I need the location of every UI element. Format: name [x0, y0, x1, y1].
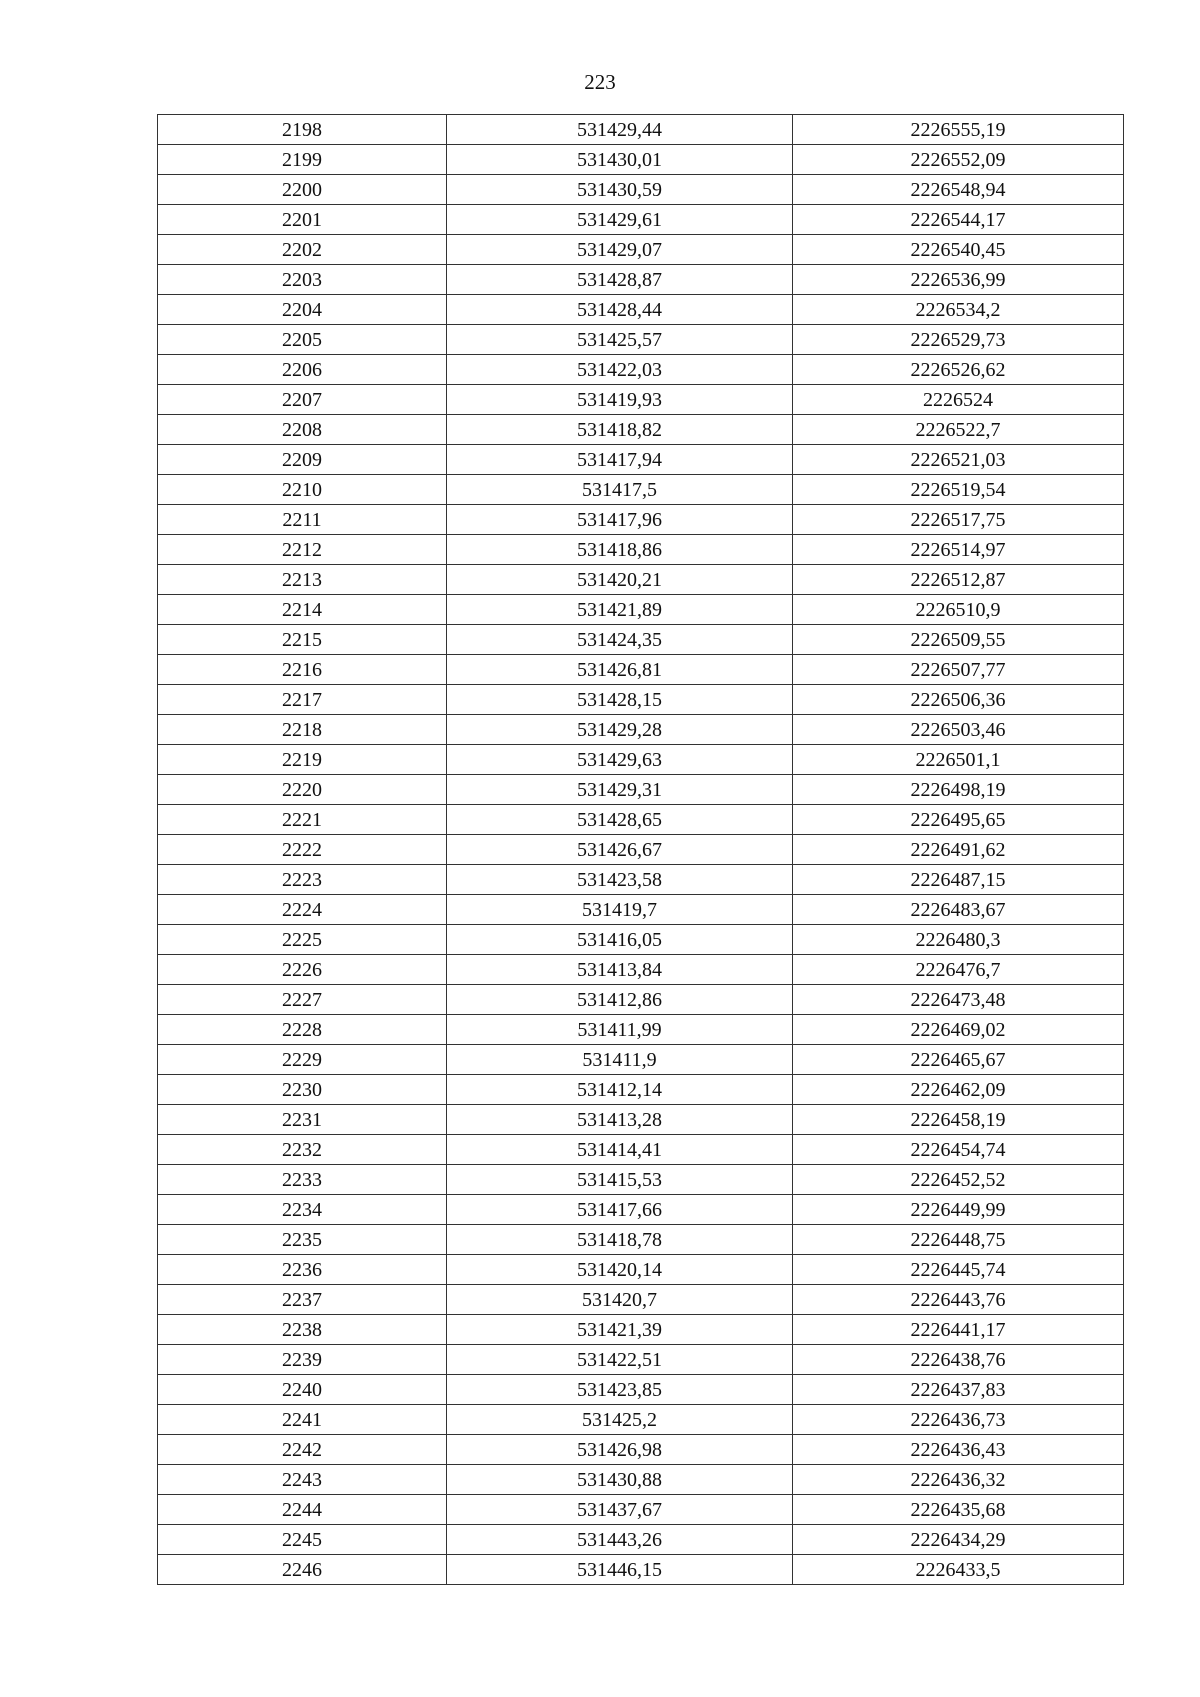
x-coordinate-cell: 531411,9 — [447, 1045, 793, 1075]
x-coordinate-cell: 531428,15 — [447, 685, 793, 715]
x-coordinate-cell: 531417,96 — [447, 505, 793, 535]
point-number-cell: 2202 — [158, 235, 447, 265]
table-row — [158, 1225, 1124, 1255]
y-coordinate-cell: 2226519,54 — [793, 475, 1124, 505]
y-coordinate-cell: 2226495,65 — [793, 805, 1124, 835]
x-coordinate-cell: 531418,86 — [447, 535, 793, 565]
x-coordinate-cell: 531423,58 — [447, 865, 793, 895]
point-number-cell: 2220 — [158, 775, 447, 805]
point-number-cell: 2201 — [158, 205, 447, 235]
y-coordinate-cell: 2226506,36 — [793, 685, 1124, 715]
y-coordinate-cell: 2226454,74 — [793, 1135, 1124, 1165]
point-number-cell: 2206 — [158, 355, 447, 385]
x-coordinate-cell: 531412,86 — [447, 985, 793, 1015]
y-coordinate-cell: 2226524 — [793, 385, 1124, 415]
point-number-cell: 2232 — [158, 1135, 447, 1165]
table-row — [158, 745, 1124, 775]
table-row — [158, 985, 1124, 1015]
x-coordinate-cell: 531425,2 — [447, 1405, 793, 1435]
y-coordinate-cell: 2226436,32 — [793, 1465, 1124, 1495]
table-row — [158, 1555, 1124, 1585]
y-coordinate-cell: 2226529,73 — [793, 325, 1124, 355]
point-number-cell: 2219 — [158, 745, 447, 775]
x-coordinate-cell: 531429,44 — [447, 115, 793, 145]
point-number-cell: 2229 — [158, 1045, 447, 1075]
x-coordinate-cell: 531421,89 — [447, 595, 793, 625]
y-coordinate-cell: 2226540,45 — [793, 235, 1124, 265]
y-coordinate-cell: 2226521,03 — [793, 445, 1124, 475]
y-coordinate-cell: 2226510,9 — [793, 595, 1124, 625]
point-number-cell: 2226 — [158, 955, 447, 985]
table-row — [158, 1195, 1124, 1225]
table-row — [158, 295, 1124, 325]
point-number-cell: 2200 — [158, 175, 447, 205]
y-coordinate-cell: 2226452,52 — [793, 1165, 1124, 1195]
table-row — [158, 145, 1124, 175]
point-number-cell: 2244 — [158, 1495, 447, 1525]
x-coordinate-cell: 531425,57 — [447, 325, 793, 355]
point-number-cell: 2239 — [158, 1345, 447, 1375]
y-coordinate-cell: 2226552,09 — [793, 145, 1124, 175]
coordinates-table-body — [158, 115, 1124, 1585]
y-coordinate-cell: 2226548,94 — [793, 175, 1124, 205]
y-coordinate-cell: 2226480,3 — [793, 925, 1124, 955]
point-number-cell: 2217 — [158, 685, 447, 715]
table-row — [158, 1045, 1124, 1075]
point-number-cell: 2207 — [158, 385, 447, 415]
point-number-cell: 2214 — [158, 595, 447, 625]
point-number-cell: 2212 — [158, 535, 447, 565]
y-coordinate-cell: 2226436,73 — [793, 1405, 1124, 1435]
y-coordinate-cell: 2226458,19 — [793, 1105, 1124, 1135]
y-coordinate-cell: 2226526,62 — [793, 355, 1124, 385]
x-coordinate-cell: 531416,05 — [447, 925, 793, 955]
y-coordinate-cell: 2226501,1 — [793, 745, 1124, 775]
table-row — [158, 1405, 1124, 1435]
table-row — [158, 1315, 1124, 1345]
y-coordinate-cell: 2226509,55 — [793, 625, 1124, 655]
x-coordinate-cell: 531417,66 — [447, 1195, 793, 1225]
point-number-cell: 2199 — [158, 145, 447, 175]
table-row — [158, 925, 1124, 955]
y-coordinate-cell: 2226434,29 — [793, 1525, 1124, 1555]
table-row — [158, 325, 1124, 355]
table-row — [158, 1465, 1124, 1495]
y-coordinate-cell: 2226517,75 — [793, 505, 1124, 535]
point-number-cell: 2222 — [158, 835, 447, 865]
y-coordinate-cell: 2226536,99 — [793, 265, 1124, 295]
point-number-cell: 2230 — [158, 1075, 447, 1105]
table-row — [158, 655, 1124, 685]
point-number-cell: 2243 — [158, 1465, 447, 1495]
point-number-cell: 2231 — [158, 1105, 447, 1135]
y-coordinate-cell: 2226498,19 — [793, 775, 1124, 805]
page-number: 223 — [584, 70, 616, 94]
table-row — [158, 1015, 1124, 1045]
point-number-cell: 2211 — [158, 505, 447, 535]
point-number-cell: 2234 — [158, 1195, 447, 1225]
point-number-cell: 2218 — [158, 715, 447, 745]
table-row — [158, 1285, 1124, 1315]
x-coordinate-cell: 531426,67 — [447, 835, 793, 865]
x-coordinate-cell: 531430,59 — [447, 175, 793, 205]
x-coordinate-cell: 531428,87 — [447, 265, 793, 295]
y-coordinate-cell: 2226487,15 — [793, 865, 1124, 895]
x-coordinate-cell: 531437,67 — [447, 1495, 793, 1525]
x-coordinate-cell: 531422,03 — [447, 355, 793, 385]
y-coordinate-cell: 2226476,7 — [793, 955, 1124, 985]
x-coordinate-cell: 531413,28 — [447, 1105, 793, 1135]
x-coordinate-cell: 531429,31 — [447, 775, 793, 805]
x-coordinate-cell: 531415,53 — [447, 1165, 793, 1195]
table-row — [158, 835, 1124, 865]
point-number-cell: 2242 — [158, 1435, 447, 1465]
table-row — [158, 1435, 1124, 1465]
x-coordinate-cell: 531426,81 — [447, 655, 793, 685]
point-number-cell: 2215 — [158, 625, 447, 655]
y-coordinate-cell: 2226503,46 — [793, 715, 1124, 745]
y-coordinate-cell: 2226448,75 — [793, 1225, 1124, 1255]
table-row — [158, 205, 1124, 235]
y-coordinate-cell: 2226534,2 — [793, 295, 1124, 325]
y-coordinate-cell: 2226491,62 — [793, 835, 1124, 865]
x-coordinate-cell: 531430,01 — [447, 145, 793, 175]
table-row — [158, 1375, 1124, 1405]
y-coordinate-cell: 2226437,83 — [793, 1375, 1124, 1405]
y-coordinate-cell: 2226462,09 — [793, 1075, 1124, 1105]
x-coordinate-cell: 531420,14 — [447, 1255, 793, 1285]
table-row — [158, 115, 1124, 145]
table-row — [158, 685, 1124, 715]
table-row — [158, 595, 1124, 625]
x-coordinate-cell: 531411,99 — [447, 1015, 793, 1045]
table-row — [158, 1495, 1124, 1525]
table-row — [158, 1345, 1124, 1375]
x-coordinate-cell: 531414,41 — [447, 1135, 793, 1165]
x-coordinate-cell: 531428,65 — [447, 805, 793, 835]
point-number-cell: 2209 — [158, 445, 447, 475]
table-row — [158, 895, 1124, 925]
y-coordinate-cell: 2226449,99 — [793, 1195, 1124, 1225]
y-coordinate-cell: 2226441,17 — [793, 1315, 1124, 1345]
point-number-cell: 2227 — [158, 985, 447, 1015]
y-coordinate-cell: 2226438,76 — [793, 1345, 1124, 1375]
point-number-cell: 2245 — [158, 1525, 447, 1555]
x-coordinate-cell: 531429,63 — [447, 745, 793, 775]
y-coordinate-cell: 2226514,97 — [793, 535, 1124, 565]
table-row — [158, 175, 1124, 205]
x-coordinate-cell: 531421,39 — [447, 1315, 793, 1345]
table-row — [158, 1075, 1124, 1105]
table-row — [158, 355, 1124, 385]
point-number-cell: 2241 — [158, 1405, 447, 1435]
x-coordinate-cell: 531429,28 — [447, 715, 793, 745]
y-coordinate-cell: 2226522,7 — [793, 415, 1124, 445]
point-number-cell: 2221 — [158, 805, 447, 835]
table-row — [158, 1255, 1124, 1285]
y-coordinate-cell: 2226512,87 — [793, 565, 1124, 595]
point-number-cell: 2198 — [158, 115, 447, 145]
y-coordinate-cell: 2226555,19 — [793, 115, 1124, 145]
x-coordinate-cell: 531420,7 — [447, 1285, 793, 1315]
point-number-cell: 2223 — [158, 865, 447, 895]
table-row — [158, 625, 1124, 655]
table-row — [158, 475, 1124, 505]
table-row — [158, 1165, 1124, 1195]
point-number-cell: 2240 — [158, 1375, 447, 1405]
table-row — [158, 265, 1124, 295]
table-row — [158, 505, 1124, 535]
point-number-cell: 2224 — [158, 895, 447, 925]
x-coordinate-cell: 531417,5 — [447, 475, 793, 505]
point-number-cell: 2236 — [158, 1255, 447, 1285]
x-coordinate-cell: 531417,94 — [447, 445, 793, 475]
table-row — [158, 715, 1124, 745]
point-number-cell: 2203 — [158, 265, 447, 295]
y-coordinate-cell: 2226445,74 — [793, 1255, 1124, 1285]
x-coordinate-cell: 531422,51 — [447, 1345, 793, 1375]
table-row — [158, 415, 1124, 445]
y-coordinate-cell: 2226473,48 — [793, 985, 1124, 1015]
table-row — [158, 385, 1124, 415]
y-coordinate-cell: 2226433,5 — [793, 1555, 1124, 1585]
table-row — [158, 805, 1124, 835]
table-row — [158, 1135, 1124, 1165]
table-row — [158, 1105, 1124, 1135]
point-number-cell: 2216 — [158, 655, 447, 685]
x-coordinate-cell: 531424,35 — [447, 625, 793, 655]
point-number-cell: 2210 — [158, 475, 447, 505]
table-row — [158, 1525, 1124, 1555]
y-coordinate-cell: 2226436,43 — [793, 1435, 1124, 1465]
coordinates-table — [157, 114, 1124, 1585]
x-coordinate-cell: 531426,98 — [447, 1435, 793, 1465]
x-coordinate-cell: 531423,85 — [447, 1375, 793, 1405]
table-row — [158, 235, 1124, 265]
point-number-cell: 2213 — [158, 565, 447, 595]
x-coordinate-cell: 531418,78 — [447, 1225, 793, 1255]
x-coordinate-cell: 531419,7 — [447, 895, 793, 925]
table-row — [158, 535, 1124, 565]
y-coordinate-cell: 2226443,76 — [793, 1285, 1124, 1315]
y-coordinate-cell: 2226435,68 — [793, 1495, 1124, 1525]
point-number-cell: 2225 — [158, 925, 447, 955]
point-number-cell: 2208 — [158, 415, 447, 445]
x-coordinate-cell: 531412,14 — [447, 1075, 793, 1105]
x-coordinate-cell: 531419,93 — [447, 385, 793, 415]
y-coordinate-cell: 2226483,67 — [793, 895, 1124, 925]
x-coordinate-cell: 531443,26 — [447, 1525, 793, 1555]
point-number-cell: 2204 — [158, 295, 447, 325]
x-coordinate-cell: 531413,84 — [447, 955, 793, 985]
table-row — [158, 865, 1124, 895]
x-coordinate-cell: 531430,88 — [447, 1465, 793, 1495]
table-row — [158, 955, 1124, 985]
y-coordinate-cell: 2226507,77 — [793, 655, 1124, 685]
table-row — [158, 775, 1124, 805]
point-number-cell: 2238 — [158, 1315, 447, 1345]
table-row — [158, 445, 1124, 475]
point-number-cell: 2235 — [158, 1225, 447, 1255]
x-coordinate-cell: 531429,07 — [447, 235, 793, 265]
table-row — [158, 565, 1124, 595]
x-coordinate-cell: 531418,82 — [447, 415, 793, 445]
x-coordinate-cell: 531446,15 — [447, 1555, 793, 1585]
y-coordinate-cell: 2226469,02 — [793, 1015, 1124, 1045]
x-coordinate-cell: 531420,21 — [447, 565, 793, 595]
point-number-cell: 2237 — [158, 1285, 447, 1315]
y-coordinate-cell: 2226465,67 — [793, 1045, 1124, 1075]
x-coordinate-cell: 531428,44 — [447, 295, 793, 325]
point-number-cell: 2233 — [158, 1165, 447, 1195]
point-number-cell: 2246 — [158, 1555, 447, 1585]
y-coordinate-cell: 2226544,17 — [793, 205, 1124, 235]
x-coordinate-cell: 531429,61 — [447, 205, 793, 235]
point-number-cell: 2228 — [158, 1015, 447, 1045]
point-number-cell: 2205 — [158, 325, 447, 355]
